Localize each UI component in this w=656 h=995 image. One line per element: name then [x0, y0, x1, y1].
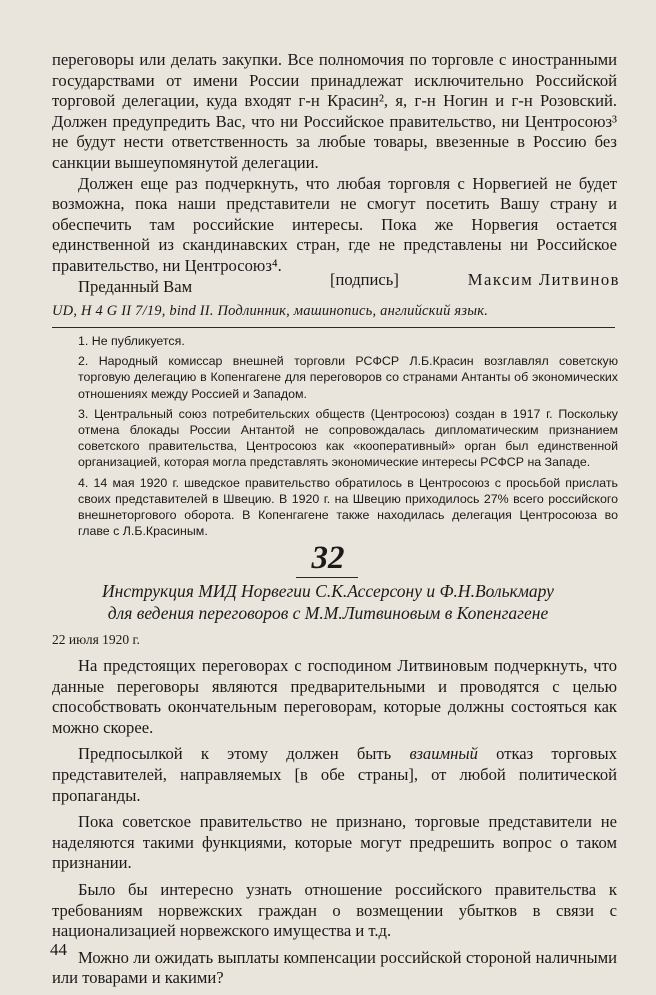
paragraph: переговоры или делать закупки. Все полномочия по торговле с иностранными государствами от имени России принадлежат исключительно Российской торговой делегации, куда входят г-н Красин², я, г-н Ногин и г-н Розовский. Должен предупредить Вас, что ни Российское правительство, ни Центросоюз³ не будут нести ответственность за любые товары, ввезенные в Россию без санкции вышеупомянутой делегации. [52, 50, 617, 172]
paragraph: Пока советское правительство не признано, торговые представители не наделяются такими функциями, которые могут предрешить вопрос о таком признании. [52, 812, 617, 873]
page-number: 44 [50, 940, 67, 959]
document-number-underline [296, 577, 358, 578]
title-line: Инструкция МИД Норвегии С.К.Ассерсону и Ф.Н.Волькмару [102, 581, 554, 601]
archival-source: UD, H 4 G II 7/19, bind II. Подлинник, машинопись, английский язык. [52, 303, 489, 319]
paragraph [52, 744, 617, 806]
paragraph: На предстоящих переговорах с господином Литвиновым подчеркнуть, что данные переговоры являются предварительными и проводятся с целью способствовать окончательным переговорам, которые должны состояться как можно скорее. [52, 656, 617, 737]
footnote: 3. Центральный союз потребительских обществ (Центросоюз) создан в 1917 г. Поскольку отмена блокады России Антантой не сопровождалась дипломатическим признанием советского правительства, Центросоюз как «кооперативный» орган был единственной организацией, которая могла представлять экономические интересы РСФСР на Западе. [78, 406, 618, 470]
document-number: 32 [311, 540, 345, 576]
document-date: 22 июля 1920 г. [52, 632, 140, 647]
instruction-text [52, 656, 617, 995]
signature-name: Максим Литвинов [467, 270, 620, 289]
emphasis: взаимный [409, 744, 478, 764]
paragraph: Можно ли ожидать выплаты компенсации российской стороной наличными или товарами и какими? [52, 947, 617, 988]
paragraph: Должен еще раз подчеркнуть, что любая торговля с Норвегией не будет возможна, пока наши представители не смогут посетить Вашу страну и обеспечить там российские интересы. Пока же Норвегия остается единственной из скандинавских стран, где не представлены ни Российское правительство, ни Центросоюз⁴. [52, 173, 617, 275]
footnote: 4. 14 мая 1920 г. шведское правительство обратилось в Центросоюз с просьбой прислать своих представителей в Швецию. В 1920 г. на Швецию приходилось 27% всего российского внешнеторгового оборота. В Копенгагене также находилась делегация Центросоюза во главе с Л.Б.Красиным. [78, 475, 618, 539]
continuation-text [52, 50, 617, 297]
footnote: 2. Народный комиссар внешней торговли РСФСР Л.Б.Красин возглавлял советскую торговую делегацию в Копенгагене для переговоров со странами Антанты об экономических отношениях между Россией и Западом. [78, 354, 618, 401]
signature-label: [подпись] [330, 270, 399, 289]
document-title [40, 580, 616, 624]
closing-phrase: Преданный Вам [78, 276, 193, 296]
title-line: для ведения переговоров с М.М.Литвиновым в Копенгагене [107, 603, 549, 623]
footnote: 1. Не публикуется. [78, 334, 185, 348]
paragraph-lead: Предпосылкой к этому должен быть [78, 744, 410, 764]
paragraph: Было бы интересно узнать отношение российского правительства к требованиям норвежских граждан о возмещении убытков в связи с национализацией норвежского имущества и т.д. [52, 879, 617, 941]
paragraph-rest: отказ торговых представителей, направляемых [в обе страны], от любой политической пропаганды. [52, 744, 617, 805]
footnotes [78, 333, 618, 543]
footnote-divider [52, 327, 615, 328]
